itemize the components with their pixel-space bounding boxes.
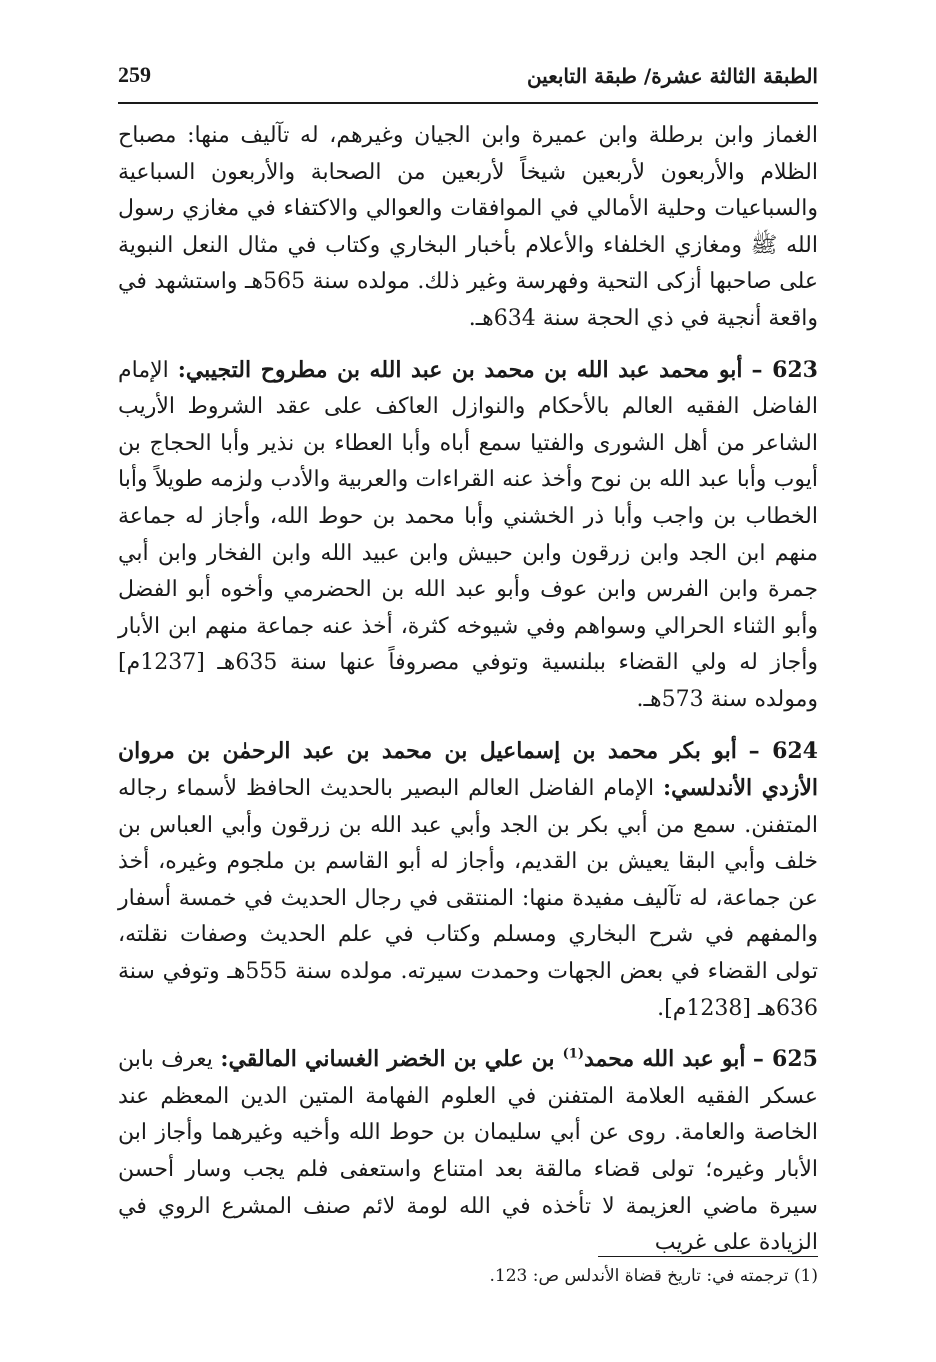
entry-623 [118,352,818,719]
page-number: 259 [118,62,151,87]
entry-name: أبو محمد عبد الله بن محمد بن عبد الله بن مطروح التجيبي: [177,356,743,383]
entry-text: الإمام الفاضل العالم البصير بالحديث الحافظ لأسماء رجاله المتفنن. سمع من أبي بكر بن الجد وأبي عبد الله بن زرقون وأبي العباس بن خلف وأبي البقا يعيش بن القديم، وأجاز له أبو القاسم بن ملجوم وغيره، أخذ عن جماعة، له تآليف مفيدة منها: المنتقى في رجال الحديث في خمسة أسفار والمفهم في شرح البخاري ومسلم وكتاب في علم الحديث وصفات نقلته، تولى القضاء في بعض الجهات وحمدت سيرته. مولده سنة 555هـ وتوفي سنة 636هـ [1238م]. [118,776,818,1021]
main-text [118,118,818,1262]
entry-number: 623 – [751,356,818,383]
footnote-marker: (1) [562,1046,584,1062]
entry-number: 625 – [752,1046,818,1073]
entry-name-part-a: أبو عبد الله محمد [583,1046,746,1073]
entry-text: يعرف بابن عسكر الفقيه العلامة المتفنن في العلوم الفهامة المتين الدين المعظم عند الخاصة والعامة. روى عن أبي سليمان بن حوط الله وأخيه وغيرهما وأجاز ابن الأبار وغيره؛ تولى قضاء مالقة بعد امتناع واستعفى فلم يجب وسار أحسن سيرة ماضي العزيمة لا تأخذه في الله لومة لائم صنف المشرع الروي في الزيادة على غريب [118,1047,818,1256]
entry-625 [118,1041,818,1262]
entry-text: الإمام الفاضل الفقيه العالم بالأحكام والنوازل العاكف على عقد الشروط الأريب الشاعر من أهل الشورى والفتيا سمع أباه وأبا العطاء بن نذير وأبا الحجاج بن أيوب وأبا عبد الله بن نوح وأخذ عنه القراءات والعربية والأدب ولزمه طويلاً وأبا الخطاب بن واجب وأبا ذر الخشني وأبا محمد بن حوط الله، وأجاز له جماعة منهم ابن الجد وابن زرقون وابن حبيش وابن عبيد الله وابن الفخار وابن أبي جمرة وابن الفرس وابن عوف وأبو عبد الله بن الحضرمي وأخوه أبو الفضل وأبو الثناء الحرالي وسواهم وفي شيوخه كثرة، أخذ عنه جماعة منهم ابن الأبار وأجاز له ولي القضاء ببلنسية وتوفي مصروفاً عنها سنة 635هـ [1237م] ومولده سنة 573هـ. [118,357,818,712]
entry-name [220,1046,745,1072]
footnote-divider [598,1256,818,1257]
footnote: (1) ترجمته في: تاريخ قضاة الأندلس ص: 123. [489,1266,818,1286]
running-header [118,58,818,104]
entry-number: 624 – [748,737,818,764]
header-title: الطبقة الثالثة عشرة/ طبقة التابعين [526,64,818,88]
entry-name: أبو بكر محمد بن إسماعيل بن محمد بن عبد الرحمٰن بن مروان الأزدي الأندلسي: [118,737,819,802]
entry-624 [118,733,818,1028]
paragraph-continued: الغماز وابن برطلة وابن عميرة وابن الجيان وغيرهم، له تآليف منها: مصباح الظلام والأربعون لأربعين شيخاً لأربعين من الصحابة والأربعون السباعية والسباعيات وحلية الأمالي في الموافقات والعوالي والاكتفاء في مغازي رسول الله ﷺ ومغازي الخلفاء والأعلام بأخبار البخاري وكتاب في مثال النعل النبوية على صاحبها أزكى التحية وفهرسة وغير ذلك. مولده سنة 565هـ واستشهد في واقعة أنجية في ذي الحجة سنة 634هـ. [118,123,819,331]
entry-name-part-b: بن علي بن الخضر الغساني المالقي: [220,1046,555,1073]
